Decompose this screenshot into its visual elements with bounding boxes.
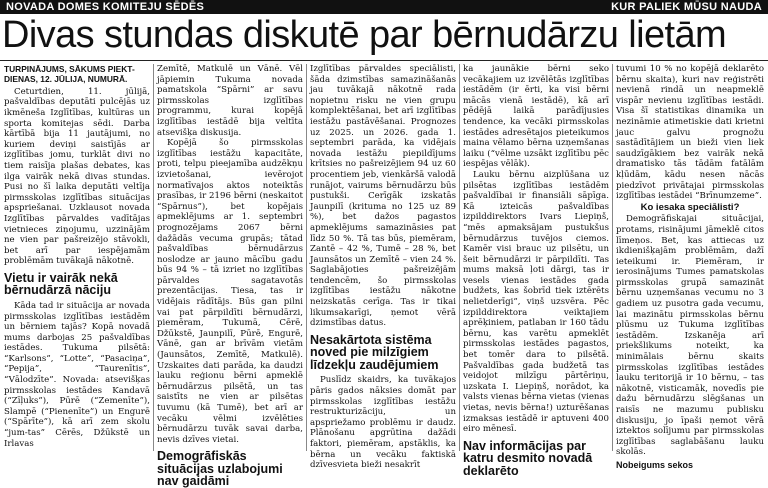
inline-heading: Ko iesaka speciālisti? xyxy=(640,201,740,213)
column-divider xyxy=(612,64,613,451)
article-column-5 xyxy=(616,64,764,470)
column-divider xyxy=(459,64,460,451)
article-column-3 xyxy=(310,64,456,471)
article-column-2 xyxy=(157,64,303,488)
paragraph: Demogrāfiskajai situācijai, protams, risinājumi jāmeklē citos līmeņos. Bet, kas attiecas uz ikdienišķajām problēmām, dažī ieteikumi ir. Piemēram, ir ierosinājums Tumes pamatskolas pirmsskolas grupā samazināt bērnu uzņemšanas vecumu no 3 gadiem uz pusotra gada vecumu, lai mazinātu pirmsskolas bērnu plūsmu uz Tukuma izglītības iestādēm. Izskanēja arī priekšlikums noteikt, ka minimālais bērnu skaits pirmsskolas izglītības iestādes lauku teritorijā ir 10 bērnu, – tas nākotnē, visticamāk, novedīs pie dažu bērnudārzu slēgšanas un raisīs ne mazumu publisku diskusiju, jo īpaši ņemot vērā iztektos solījumu par pirmsskolas izglītības saglabāšanu lauku skolās. xyxy=(616,214,764,458)
section-label-right: KUR PALIEK MŪSU NAUDA xyxy=(611,1,762,13)
paragraph: Kopējā šo pirmsskolas izglītības iestāžu kapacitāte, proti, telpu pieejamība audzēkņu izvietošanai, ievērojot normatīvajos aktos noteiktās prasības, ir 2196 bērni (neskaitot “Spārnus”), bet kopējais apmeklējums ar 1. septembri prognozējams 2067 bērni dažādās vecuma grupās; tātad pašvaldības bērnudārzus noslodze ar jauno mācību gadu būs 94 % – tā izriet no izglītības pārvaldes sagatavotās prezentācijas. Tiesa, tas ir vidējais rādītājs. Būs gan pilni vai pat pārpildīti bērnudārzi, piemēram, Tukumā, Cērē, Džūkstē, Jaunpilī, Pūrē, Engurē, Vānē, gan ar brīvām vietām (Jaunsātos, Zemītē, Matkulē). Uzskaites dati parāda, ka daudzi lauku reģionu bērni apmeklē bērnudārzus pilsētā, un tas saistīts ne vien ar pilsētas tuvumu (kā Tumē), bet arī ar vecāku vēlmi izvēlēties bērnudārzu tuvāk savai darba, nevis dzīves vietai. xyxy=(157,138,303,445)
column-divider xyxy=(153,64,154,451)
paragraph: Puslīdz skaidrs, ka tuvākajos pāris gados nāksies domāt par pirmsskolas izglītības iestāžu restrukturizāciju, un apspriežamo problēmu ir daudz. Plānošanu apgrūtina dažādi faktori, piemēram, apstāklis, ka bērna un vecāku faktiskā dzīvesvieta bieži nesakrīt xyxy=(310,375,456,471)
paragraph: Lauku bērnu aizplūšana uz pilsētas izglītības iestādēm pašvaldībai ir finansiāli sāpīga. Kā izteicās pašvaldības izpilddirektors Ivars Liepiņš, “mēs apmaksājam pustukšus bērnudārzus tuvējos ciemos. Kamēr visi brauc uz pilsētu, un šeit bērnudārzi ir pārpildīti. Tas mums maksā ļoti dārgi, tas ir vesels vienas iestādes gada budžets, kas šobrīd tiek iztērēts nelietderīgi”, viņš uzsvēra. Pēc izpilddirektora veiktajiem aprēķiniem, patlaban ir 160 tādu bērnu, kas varētu apmeklēt pirmsskolas iestādes pagastos, bet tomēr dara to pilsētā. Pašvaldības gada budžetā tas veidojot milzīgu pārtēriņu, uzskata I. Liepiņš, norādot, ka valsts vienas bērna vietas (vienas vietas, nevis bērna!) uzturēšanas izmaksas iestādē ir aptuveni 400 eiro mēnesī. xyxy=(463,169,609,435)
paragraph: Izglītības pārvaldes speciālisti, šāda dzimstības samazināšanās jau tuvākajā nākotnē rada nopietnu risku ne vien grupu komplektēšanai, bet arī izglītības iestāžu pastāvēšanai. Prognozes uz 2025. un 2026. gada 1. septembri parāda, ka vidējais novada iestāžu piepildījums krītsies no pašreizējiem 94 uz 60 procentiem jeb, vienkāršā valodā runājot, vairums bērnudārzu būs pustukši. Cerīgāk izskatās Jaunpilī (krituma no 125 uz 89 %), bet dažos pagastos apmeklējums samazināsies pat līdz 50 %. Tā tas būs, piemēram, Zantē – 42 %, Tumē – 28 %, bet Jaunsātos un Zemītē – vien 24 %. Saglabājoties pašreizējām tendencēm, šo pirmsskolas izglītības iestāžu nākotne neizskatās cerīga. Tas ir tikai likumsakarīgi, ņemot vērā dzimstības datus. xyxy=(310,64,456,329)
headline-divider xyxy=(0,60,768,61)
article-headline: Divas stundas diskutē par bērnudārzu lietām xyxy=(2,14,727,56)
subheading-nav-informacijas: Nav informācijas par katru desmito novadā deklarēto xyxy=(463,438,593,478)
section-label-left: NOVADA DOMES KOMITEJU SĒDĒS xyxy=(6,1,205,13)
paragraph: Zemītē, Matkulē un Vānē. Vēl jāpiemin Tukuma novada pamatskola “Spārni” ar savu pirmsskolas izglītības programmu, kurai kopējā izglītības iestādē bija veltīta atsevišķa diskusija. xyxy=(157,64,303,138)
article-column-1 xyxy=(4,64,150,451)
subheading-vietu: Vietu ir vairāk nekā bērnudārzā nāciju xyxy=(4,270,118,298)
article-column-4 xyxy=(463,64,609,478)
subheading-nesakartota: Nesakārtota sistēma noved pie milzīgiem līdzekļu zaudējumiem xyxy=(310,332,439,372)
paragraph: Ceturtdien, 11. jūlijā, pašvaldības deputāti pulcējās uz ikmēneša Izglītības, kultūras un sporta komitejas sēdi. Darba kārtībā bija 11 jautājumi, no kuriem deviņi saistījās ar izglītības jomu, turklāt divi no tiem raisīja plašas debates, kas ilga vairāk nekā divas stundas. Pusi no šī laika deputāti veltīja pirmsskolas izglītības situācijas apspriešanai. Uzklausot novada Izglītības pārvaldes vadītājas vietnieces ziņojumu, uzzinājām ne vien par pašreizējo stāvokli, bet arī par iespējamām problēmām tuvākajā nākotnē. xyxy=(4,86,150,267)
subheading-demografiskas: Demogrāfiskās situācijas uzlabojumi nav gaidāmi xyxy=(157,449,283,488)
column-divider xyxy=(306,64,307,451)
continuation-end-note: Nobeigums sekos xyxy=(616,459,694,470)
paragraph: ka jaunākie bērni seko vecākajiem uz izvēlētās izglītības iestādēm (ir ērti, ka visi bērni mācās vienā iestādē), kā arī pēdējā laikā parādījusies tendence, ka vecāki pirmsskolas iestādes adresētajos pieteikumos maina vēlamo bērna uzņemšanas laiku (“vēlme uzsākt izglītību pēc iespējas vēlāk). xyxy=(463,64,609,170)
paragraph: Kāda tad ir situācija ar novada pirmsskolas izglītības iestādēm un bērniem tajās? Kopā novadā mums darbojas 25 pašvaldības iestādes. Tukuma pilsētā: “Karlsons”, “Lotte”, “Pasaciņa”, “Pepija”, “Taurenītis”, “Vālodzīte”. Novada: atsevišķas pirmsskolas iestādes Kandavā (“Zīļuks”), Pūrē (“Zemenīte”), Slampē (“Pienenīte”) un Engurē (“Spārīte”), kā arī zem skolu “jum-tas” Cērēs, Džūkstē un Irlavas xyxy=(4,300,150,449)
paragraph: tuvumi 10 % no kopējā deklarēto bērnu skaita), kuri nav reģistrēti nevienā rindā un neapmeklē vispār nevienu izglītības iestādi. Visa šī statistikas dinamika un nezināmie atimetiskie dati krietni jauc galvu prognožu sastādītājiem un bieži vien liek saudzīgākiem bez vairāk nekā dramatisko tās tādām fatālām kļūdām, kādu nesen nācās piedzīvot privātajai pirmsskolas izglītības iestādei “Brīnumzeme”. xyxy=(616,64,764,202)
continuation-note: TURPINĀJUMS, SĀKUMS PIEKT-DIENAS, 12. JŪLIJA, NUMURĀ. xyxy=(4,64,135,85)
